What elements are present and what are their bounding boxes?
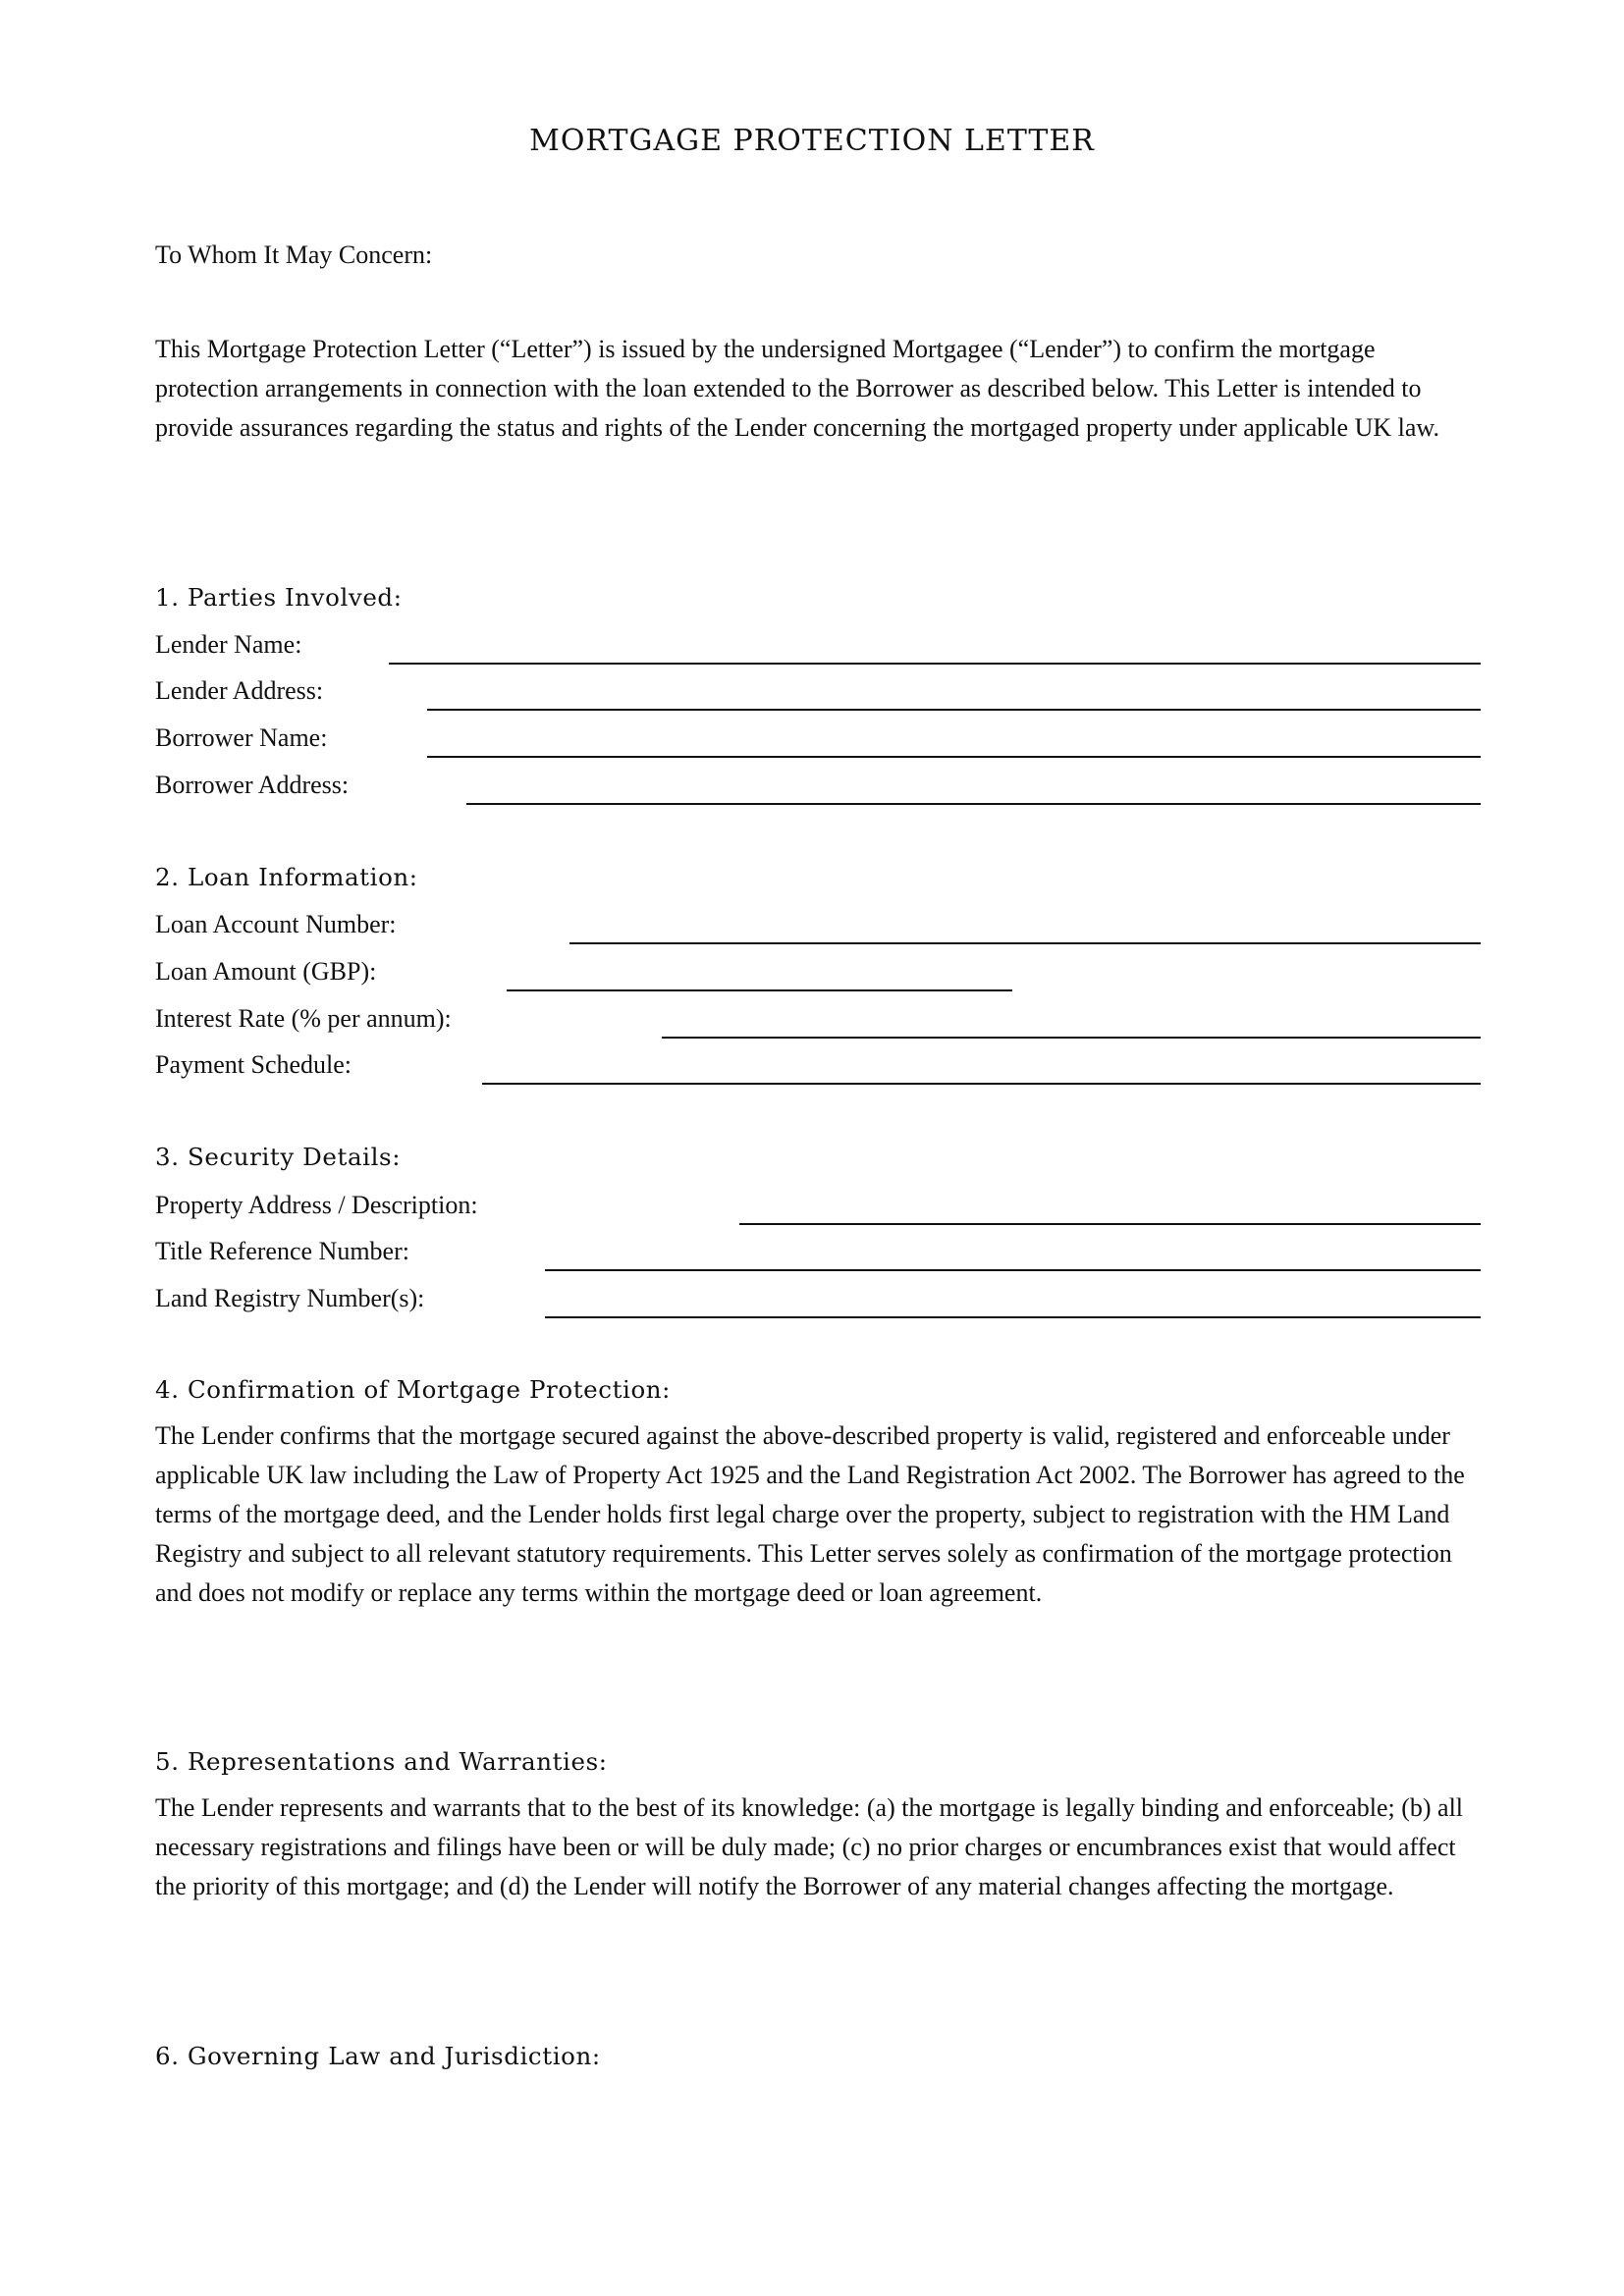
representations-paragraph: The Lender represents and warrants that to the best of its knowledge: (a) the mortgage is legally binding and enforceable; (b) all necessary registrations and filings have been or will be duly made; (c) no prior charges or encumbrances exist that would affect the priority of this mortgage; and (d) the Lender will notify the Borrower of any material changes affecting the mortgage. <box>155 1793 1464 1900</box>
field-label: Interest Rate (% per annum): <box>155 1004 452 1033</box>
property-address-field[interactable] <box>155 1186 1481 1225</box>
field-label: Borrower Address: <box>155 771 350 799</box>
field-label: Property Address / Description: <box>155 1191 478 1219</box>
fill-line[interactable] <box>545 1316 1481 1318</box>
intro-paragraph: This Mortgage Protection Letter (“Letter”) is issued by the undersigned Mortgagee (“Lender”) to confirm the mortgage protection arrangements in connection with the loan extended to the Borrower as described below. This Letter is intended to provide assurances regarding the status and rights of the Lender concerning the mortgaged property under applicable UK law. <box>155 335 1439 442</box>
title-reference-field[interactable] <box>155 1232 1481 1271</box>
section-governing-law-heading: 6. Governing Law and Jurisdiction: <box>155 2042 601 2070</box>
field-label: Loan Account Number: <box>155 910 397 938</box>
field-label: Lender Name: <box>155 630 302 659</box>
section-parties-heading: 1. Parties Involved: <box>155 583 403 612</box>
section-representations-heading: 5. Representations and Warranties: <box>155 1747 608 1776</box>
salutation: To Whom It May Concern: <box>155 240 433 269</box>
document-title: MORTGAGE PROTECTION LETTER <box>529 124 1095 158</box>
fill-line[interactable] <box>739 1223 1481 1225</box>
field-label: Payment Schedule: <box>155 1050 352 1079</box>
field-label: Title Reference Number: <box>155 1237 409 1265</box>
loan-account-number-field[interactable] <box>155 905 1481 944</box>
borrower-address-field[interactable] <box>155 766 1481 805</box>
field-label: Land Registry Number(s): <box>155 1284 425 1312</box>
confirmation-paragraph: The Lender confirms that the mortgage secured against the above-described property is valid, registered and enforceable under applicable UK law including the Law of Property Act 1925 and the Land Registration Act 2002. The Borrower has agreed to the terms of the mortgage deed, and the Lender holds first legal charge over the property, subject to registration with the HM Land Registry and subject to all relevant statutory requirements. This Letter serves solely as confirmation of the mortgage protection and does not modify or replace any terms within the mortgage deed or loan agreement. <box>155 1421 1465 1607</box>
field-label: Borrower Name: <box>155 723 328 752</box>
payment-schedule-field[interactable] <box>155 1045 1481 1085</box>
fill-line[interactable] <box>466 803 1481 805</box>
fill-line[interactable] <box>662 1037 1481 1039</box>
fill-line[interactable] <box>569 942 1481 944</box>
fill-line[interactable] <box>507 989 1012 991</box>
field-label: Loan Amount (GBP): <box>155 957 377 986</box>
lender-address-field[interactable] <box>155 671 1481 711</box>
loan-amount-field[interactable] <box>155 952 1481 991</box>
borrower-name-field[interactable] <box>155 719 1481 758</box>
interest-rate-field[interactable] <box>155 999 1481 1039</box>
fill-line[interactable] <box>482 1083 1481 1085</box>
section-loan-heading: 2. Loan Information: <box>155 863 418 891</box>
land-registry-field[interactable] <box>155 1279 1481 1318</box>
section-security-heading: 3. Security Details: <box>155 1143 402 1171</box>
lender-name-field[interactable] <box>155 625 1481 665</box>
fill-line[interactable] <box>389 663 1481 665</box>
fill-line[interactable] <box>545 1269 1481 1271</box>
field-label: Lender Address: <box>155 676 324 705</box>
fill-line[interactable] <box>427 756 1481 758</box>
section-confirmation-heading: 4. Confirmation of Mortgage Protection: <box>155 1375 672 1404</box>
fill-line[interactable] <box>427 709 1481 711</box>
